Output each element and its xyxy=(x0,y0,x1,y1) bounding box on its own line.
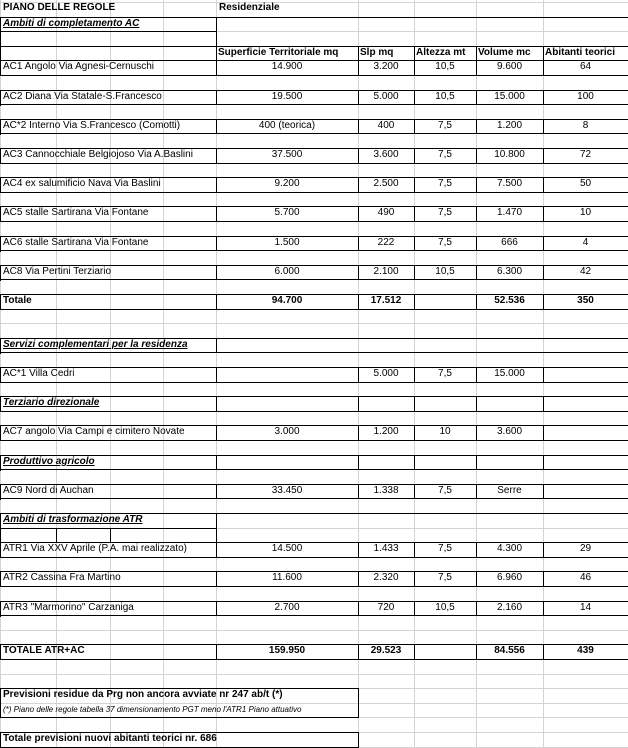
tertiary-row-0-box-left xyxy=(0,425,1,441)
total-new-inhabitants-text: Totale previsioni nuovi abitanti teorici nr. 686 xyxy=(3,733,217,744)
atr-row-0-h: 7,5 xyxy=(438,543,452,554)
ac-row-4-vol: 7.500 xyxy=(496,178,523,189)
tertiary-header-divider xyxy=(543,396,544,411)
column-header-slp-mq: Slp mq xyxy=(360,47,394,58)
ac-row-1-st: 19.500 xyxy=(271,91,303,102)
column-header-altezza-mt: Altezza mt xyxy=(416,47,466,58)
agricultural-header-divider xyxy=(543,455,544,470)
total-all-box-bottom xyxy=(0,659,628,660)
ac-row-7-ab: 42 xyxy=(579,266,592,277)
column-header-abitanti-teorici: Abitanti teorici xyxy=(545,47,616,58)
ac-row-4-box-bottom xyxy=(0,192,628,193)
atr-row-1-h: 7,5 xyxy=(438,572,452,583)
total-new-box-left xyxy=(0,732,1,748)
ac-row-3-st: 37.500 xyxy=(271,149,303,160)
agricultural-row-0-box-bottom xyxy=(0,498,628,499)
total-all-st: 159.950 xyxy=(268,645,306,656)
ac-row-1-slp: 5.000 xyxy=(373,91,399,102)
atr-header-sub-divider-2 xyxy=(110,528,111,543)
agricultural-header-divider xyxy=(358,455,359,470)
gridline-row xyxy=(0,630,628,631)
ac-row-1-box-left xyxy=(0,90,1,106)
residual-forecast-text: Previsioni residue da Prg non ancora avviate nr 247 ab/t (*) xyxy=(3,689,283,700)
agricultural-header-box-left xyxy=(0,455,1,471)
ac-row-6-name: AC6 stalle Sartirana Via Fontane xyxy=(3,237,149,248)
gridline-row xyxy=(0,674,628,675)
tertiary-row-0-slp: 1.200 xyxy=(373,426,399,437)
ac-row-6-vol: 666 xyxy=(501,237,518,248)
tertiary-row-0-st: 3.000 xyxy=(274,426,300,437)
ac-row-0-vol: 9.600 xyxy=(496,61,523,72)
ac-row-4-name: AC4 ex salumificio Nava Via Baslini xyxy=(3,178,161,189)
ac-row-6-st: 1.500 xyxy=(274,237,300,248)
ac-row-5-box-bottom xyxy=(0,221,628,222)
total-ac-slp: 17.512 xyxy=(370,295,402,306)
agricultural-row-0-h: 7,5 xyxy=(438,485,452,496)
tertiary-row-0-name: AC7 angolo Via Campi e cimitero Novate xyxy=(3,426,185,437)
agricultural-row-0-slp: 1.338 xyxy=(373,485,399,496)
atr-row-0-slp: 1.433 xyxy=(373,543,399,554)
services-row-0-st xyxy=(216,368,358,380)
tertiary-header-divider xyxy=(358,396,359,411)
residual-note-box-left xyxy=(0,688,1,718)
ac-row-3-box-bottom xyxy=(0,163,628,164)
atr-header-divider xyxy=(216,513,217,542)
ac-header-sub-line-2 xyxy=(0,46,216,47)
ac-row-6-ab: 4 xyxy=(582,237,589,248)
ac-row-4-h: 7,5 xyxy=(438,178,452,189)
ac-row-7-h: 10,5 xyxy=(435,266,455,277)
ac-row-5-name: AC5 stalle Sartirana Via Fontane xyxy=(3,207,149,218)
ac-row-3-h: 7,5 xyxy=(438,149,452,160)
agricultural-row-0-st: 33.450 xyxy=(271,485,303,496)
ac-row-7-name: AC8 Via Pertini Terziario xyxy=(3,266,112,277)
total-new-box-right xyxy=(358,732,359,748)
ac-row-4-slp: 2.500 xyxy=(373,178,399,189)
atr-row-1-slp: 2.320 xyxy=(373,572,399,583)
tertiary-header-box-left xyxy=(0,396,1,412)
ac-row-1-box-bottom xyxy=(0,104,628,105)
ac-row-6-h: 7,5 xyxy=(438,237,452,248)
ac-row-4-box-left xyxy=(0,177,1,193)
ac-column-divider xyxy=(414,46,415,61)
ac-row-2-ab: 8 xyxy=(582,120,589,131)
total-ac-box-bottom xyxy=(0,309,628,310)
tertiary-row-0-ab xyxy=(543,426,628,438)
services-header-box-bottom xyxy=(0,352,628,353)
ac-row-7-box-left xyxy=(0,265,1,281)
total-all-slp: 29.523 xyxy=(370,645,402,656)
section-services-title: Servizi complementari per la residenza xyxy=(3,339,188,350)
agricultural-header-box-bottom xyxy=(0,469,628,470)
ac-row-7-st: 6.000 xyxy=(274,266,300,277)
atr-row-2-st: 2.700 xyxy=(274,602,300,613)
agricultural-row-0-name: AC9 Nord di Auchan xyxy=(3,485,94,496)
atr-row-2-h: 10,5 xyxy=(435,602,455,613)
tertiary-header-divider xyxy=(216,396,217,411)
total-ac-h xyxy=(414,295,476,307)
ac-row-1-ab: 100 xyxy=(577,91,594,102)
section-ac-title: Ambiti di completamento AC xyxy=(3,18,140,29)
ac-row-7-box-bottom xyxy=(0,279,628,280)
ac-row-3-vol: 10.800 xyxy=(494,149,525,160)
residual-forecast-footnote: (*) Piano delle regole tabella 37 dimensionamento PGT meno l'ATR1 Piano attuativo xyxy=(3,705,302,714)
services-header-divider xyxy=(216,338,217,353)
sheet-category: Residenziale xyxy=(219,2,280,13)
total-ac-label: Totale xyxy=(3,295,32,306)
ac-row-6-box-left xyxy=(0,236,1,252)
ac-row-3-ab: 72 xyxy=(579,149,592,160)
atr-header-sub-line xyxy=(0,528,216,529)
atr-row-2-name: ATR3 "Marmorino" Carzaniga xyxy=(3,602,134,613)
ac-row-3-name: AC3 Cannocchiale Belgiojoso Via A.Baslini xyxy=(3,149,193,160)
services-row-0-slp: 5.000 xyxy=(373,368,399,379)
ac-row-5-vol: 1.470 xyxy=(496,207,523,218)
agricultural-row-0-ab xyxy=(543,485,628,497)
tertiary-row-0-h: 10 xyxy=(439,426,451,437)
ac-row-6-box-bottom xyxy=(0,250,628,251)
total-all-ab: 439 xyxy=(577,645,594,656)
ac-row-6-slp: 222 xyxy=(377,237,395,248)
agricultural-header-divider xyxy=(414,455,415,470)
services-row-0-box-left xyxy=(0,367,1,383)
section-tertiary-title: Terziario direzionale xyxy=(3,397,100,408)
atr-row-2-ab: 14 xyxy=(579,602,592,613)
ac-row-7-slp: 2.100 xyxy=(373,266,399,277)
ac-row-3-box-left xyxy=(0,148,1,164)
atr-header-sub-divider xyxy=(56,528,57,543)
column-header-superficie-territoriale-mq: Superficie Territoriale mq xyxy=(218,47,339,58)
atr-row-0-st: 14.500 xyxy=(271,543,303,554)
ac-row-5-ab: 10 xyxy=(579,207,592,218)
atr-row-2-slp: 720 xyxy=(377,602,395,613)
services-row-0-ab xyxy=(543,368,628,380)
ac-row-0-name: AC1 Angolo Via Agnesi-Cernuschi xyxy=(3,61,155,72)
ac-header-divider xyxy=(216,17,217,61)
total-all-vol: 84.556 xyxy=(494,645,525,656)
ac-row-4-ab: 50 xyxy=(579,178,592,189)
gridline-row xyxy=(0,703,628,704)
ac-row-2-vol: 1.200 xyxy=(496,120,523,131)
ac-row-1-name: AC2 Diana Via Statale-S.Francesco xyxy=(3,91,162,102)
atr-row-1-box-left xyxy=(0,571,1,587)
total-all-label: TOTALE ATR+AC xyxy=(3,645,85,656)
ac-column-divider xyxy=(476,46,477,61)
ac-row-4-st: 9.200 xyxy=(274,178,300,189)
ac-row-2-slp: 400 xyxy=(377,120,395,131)
tertiary-row-0-vol: 3.600 xyxy=(496,426,523,437)
section-agricultural-title: Produttivo agricolo xyxy=(3,456,95,467)
ac-row-2-name: AC*2 Interno Via S.Francesco (Comotti) xyxy=(3,120,181,131)
ac-row-0-h: 10,5 xyxy=(435,61,455,72)
ac-row-2-box-bottom xyxy=(0,133,628,134)
ac-row-2-st: 400 (teorica) xyxy=(258,120,316,131)
ac-row-1-h: 10,5 xyxy=(435,91,455,102)
services-header-box-left xyxy=(0,338,1,354)
atr-row-0-box-bottom xyxy=(0,557,628,558)
atr-row-0-name: ATR1 Via XXV Aprile (P.A. mai realizzato) xyxy=(3,543,187,554)
atr-row-0-box-left xyxy=(0,542,1,558)
tertiary-header-divider xyxy=(414,396,415,411)
residual-note-box-bottom xyxy=(0,717,358,718)
atr-row-2-box-bottom xyxy=(0,615,628,616)
section-atr-title: Ambiti di trasformazione ATR xyxy=(3,514,143,525)
atr-row-2-box-left xyxy=(0,601,1,617)
total-ac-vol: 52.536 xyxy=(494,295,525,306)
agricultural-row-0-vol: Serre xyxy=(497,485,522,496)
agricultural-header-divider xyxy=(216,455,217,470)
ac-row-2-h: 7,5 xyxy=(438,120,452,131)
atr-row-1-st: 11.600 xyxy=(272,572,302,583)
gridline-row xyxy=(0,323,628,324)
total-ac-st: 94.700 xyxy=(271,295,303,306)
ac-row-0-box-left xyxy=(0,60,1,76)
ac-row-1-vol: 15.000 xyxy=(494,91,525,102)
ac-header-sub-line xyxy=(0,31,216,32)
residual-note-box-right xyxy=(358,688,359,718)
tertiary-row-0-box-bottom xyxy=(0,440,628,441)
ac-row-0-slp: 3.200 xyxy=(373,61,399,72)
total-ac-ab: 350 xyxy=(577,295,594,306)
total-all-h xyxy=(414,645,476,657)
ac-row-0-ab: 64 xyxy=(579,61,592,72)
ac-column-divider xyxy=(543,46,544,61)
ac-row-3-slp: 3.600 xyxy=(373,149,399,160)
ac-column-divider xyxy=(358,46,359,61)
sheet-title: PIANO DELLE REGOLE xyxy=(3,2,116,13)
total-all-box-left xyxy=(0,644,1,660)
ac-header-box-left xyxy=(0,17,1,62)
tertiary-header-box-bottom xyxy=(0,411,628,412)
atr-row-0-ab: 29 xyxy=(579,543,592,554)
ac-row-5-h: 7,5 xyxy=(438,207,452,218)
ac-row-2-box-left xyxy=(0,119,1,135)
ac-row-5-st: 5.700 xyxy=(274,207,300,218)
services-row-0-name: AC*1 Villa Cedri xyxy=(3,368,75,379)
ac-row-7-vol: 6.300 xyxy=(496,266,523,277)
services-row-0-vol: 15.000 xyxy=(494,368,525,379)
agricultural-row-0-box-left xyxy=(0,484,1,500)
atr-row-1-vol: 6.960 xyxy=(496,572,523,583)
atr-row-2-vol: 2.160 xyxy=(496,602,523,613)
services-row-0-h: 7,5 xyxy=(438,368,452,379)
services-row-0-box-bottom xyxy=(0,382,628,383)
ac-row-5-box-left xyxy=(0,206,1,222)
total-ac-box-left xyxy=(0,294,1,310)
atr-row-0-vol: 4.300 xyxy=(496,543,523,554)
atr-row-1-name: ATR2 Cassina Fra Martino xyxy=(3,572,121,583)
atr-row-1-ab: 46 xyxy=(579,572,592,583)
atr-row-1-box-bottom xyxy=(0,586,628,587)
ac-row-5-slp: 490 xyxy=(377,207,395,218)
ac-row-0-st: 14.900 xyxy=(271,61,303,72)
tertiary-header-divider xyxy=(476,396,477,411)
column-header-volume-mc: Volume mc xyxy=(478,47,531,58)
ac-row-0-box-bottom xyxy=(0,75,628,76)
agricultural-header-divider xyxy=(476,455,477,470)
